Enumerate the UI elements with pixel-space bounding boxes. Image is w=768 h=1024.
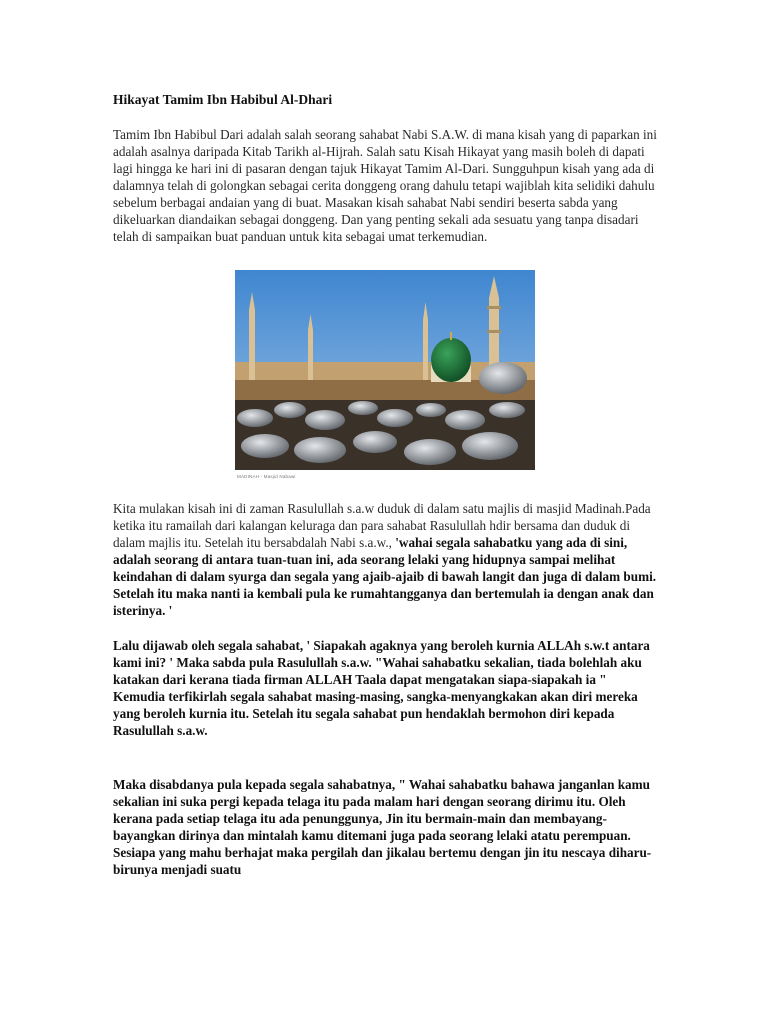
photo-caption: MADINAH - Masjid Nabawi bbox=[237, 474, 296, 479]
document-title: Hikayat Tamim Ibn Habibul Al-Dhari bbox=[113, 92, 333, 107]
paragraph-intro: Tamim Ibn Habibul Dari adalah salah seorang sahabat Nabi S.A.W. di mana kisah yang di paparkan ini adalah asalnya daripada Kitab Tarikh al-Hijrah. Salah satu Kisah Hikayat yang masih boleh di dapati lagi hingga ke hari ini di pasaran dengan tajuk Hikayat Tamim Al-Dari. Sungguhpun kisah yang ada di dalamnya telah di golongkan sebagai cerita donggeng orang dahulu tetapi wajiblah kita selidiki dahulu sebelum berbagai andaian yang di buat. Masakan kisah sahabat Nabi sendiri beserta sabda yang dikeluarkan diandaikan sebagai donggeng. Dan yang penting sekali ada sesuatu yang tanpa disadari telah di sampaikan buat panduan untuk kita sebagai umat terkemudian. bbox=[113, 127, 657, 244]
mosque-photo bbox=[235, 270, 535, 470]
paragraph-well-warning: Maka disabdanya pula kepada segala sahabatnya, " Wahai sahabatku bahawa janganlan kamu sekalian ini suka pergi kepada telaga itu pada malam hari dengan seorang dirimu itu. Oleh kerana pada setiap telaga itu ada penunggunya, Jin itu bermain-main dan membayang-bayangkan dirinya dan mintalah kamu ditemani juga pada seorang lelaki atatu perempuan. Sesiapa yang mahu berhajat maka pergilah dan jikalau bertemu dengan jin itu nescaya diharu-birunya menjadi suatu bbox=[113, 777, 652, 877]
paragraph-story-normal: Kita mulakan kisah ini di zaman Rasulullah s.a.w duduk di dalam satu majlis di masjid Madinah.Pada ketika itu ramailah dari kalangan keluraga dan para sahabat Rasulullah hdir bersama dan duduk di dalam majlis itu. Setelah itu bersabdalah Nabi s.a.w., bbox=[113, 501, 651, 550]
paragraph-companions-reply: Lalu dijawab oleh segala sahabat, ' Siapakah agaknya yang beroleh kurnia ALLAh s.w.t antara kami ini? ' Maka sabda pula Rasulullah s.a.w. "Wahai sahabatku sekalian, tiada bolehlah aku katakan dari kerana tiada firman ALLAH Taala dapat mengatakan siapa-siapakah ia " Kemudia terfikirlah segala sahabat masing-masing, sangka-menyangkakan akan diri mereka yang beroleh kurnia itu. Setelah itu segala sahabat pun hendaklah bermohon diri kepada Rasulullah s.a.w. bbox=[113, 638, 650, 738]
paragraph-story-quote: 'wahai segala sahabatku yang ada di sini, adalah seorang di antara tuan-tuan ini, ada seorang lelaki yang hidupnya sampai melihat keindahan di dalam syurga dan segala yang ajaib-ajaib di bawah langit dan juga di dalam bumi. Setelah itu maka nanti ia kembali pula ke rumahtangganya dan bertemulah ia dengan anak dan isterinya. ' bbox=[113, 535, 657, 618]
paragraph-story-start bbox=[113, 500, 658, 619]
